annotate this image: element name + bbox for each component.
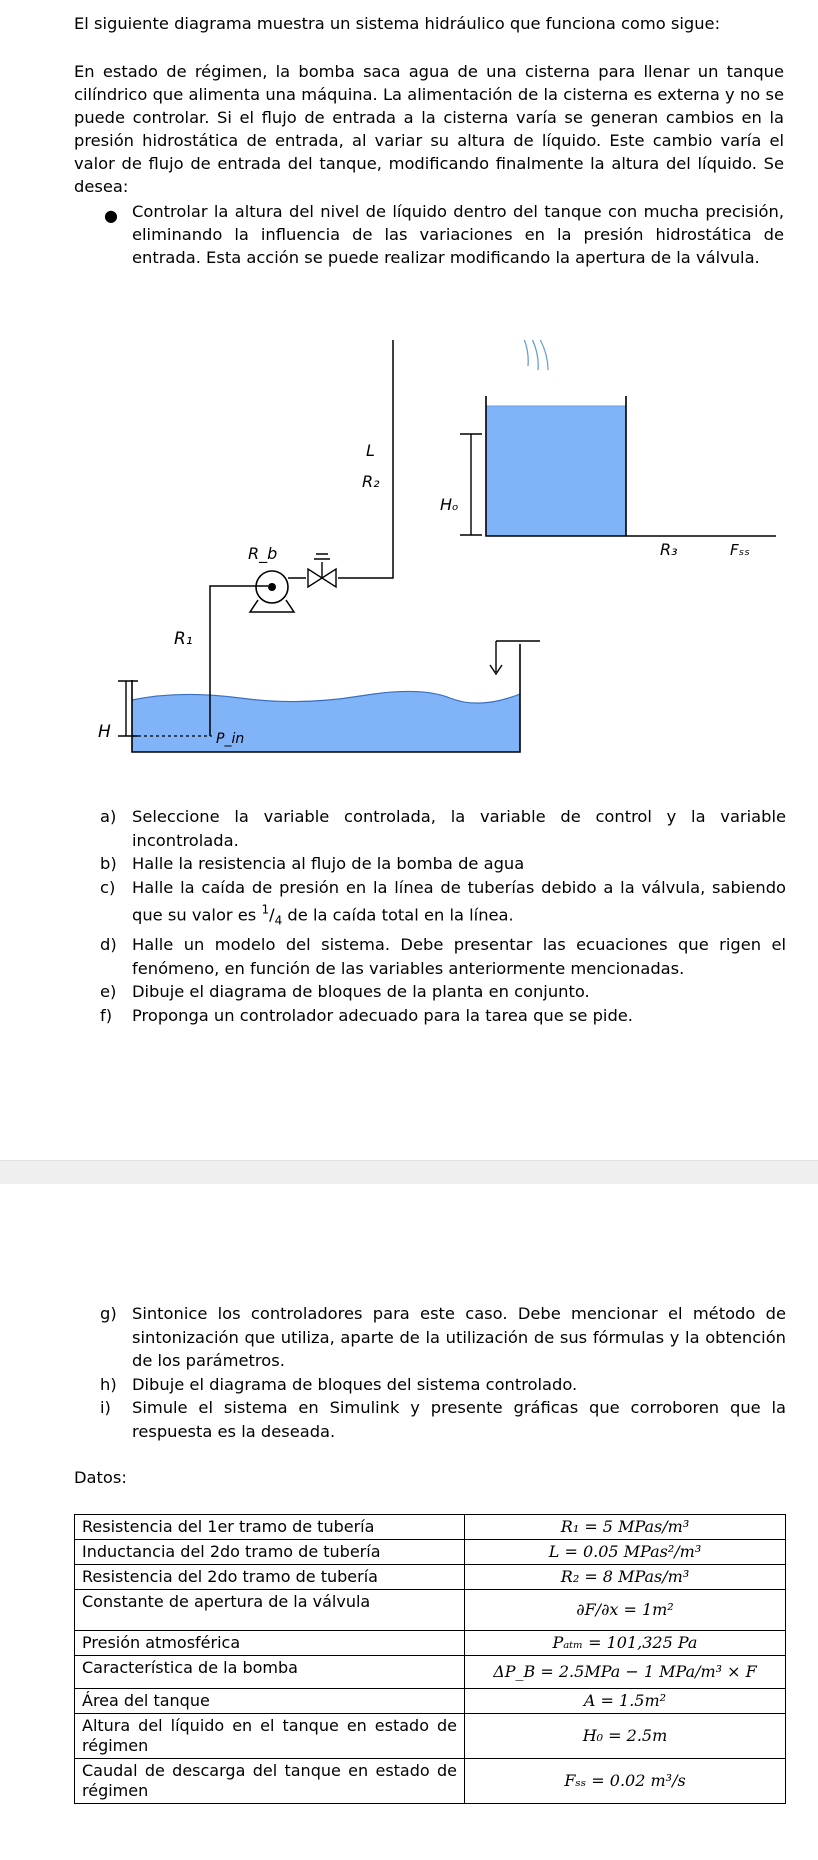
page-2: [0, 1184, 818, 1860]
datos-title: Datos:: [74, 1468, 127, 1487]
table-row: Característica de la bomba ΔP_B = 2.5MPa − 1 MPa/m³ × F: [75, 1656, 786, 1689]
table-row: Resistencia del 1er tramo de tubería R₁ = 5 MPas/m³: [75, 1515, 786, 1540]
pump-base: [250, 600, 294, 612]
question-f: f) Proponga un controlador adecuado para la tarea que se pide.: [100, 1005, 633, 1025]
rb-label: R_b: [248, 544, 278, 563]
cistern-inlet-arrow: [490, 641, 502, 674]
delivery-pipe: [338, 340, 490, 578]
question-g: g) Sintonice los controladores para este caso. Debe mencionar el método de sintonización que utiliza, aparte de la utilización de sus fórmulas y la obtención de los parámetros.: [100, 1304, 786, 1370]
question-c: c) Halle la caída de presión en la línea de tuberías debido a la válvula, sabiendo que su valor es $^1/_4$ de la caída total en la línea.: [100, 877, 786, 928]
page-break: [0, 1160, 818, 1186]
table-row: Caudal de descarga del tanque en estado de régimen Fₛₛ = 0.02 m³/s: [75, 1759, 786, 1804]
questions-part2: [100, 1302, 786, 1443]
question-e: e) Dibuje el diagrama de bloques de la planta en conjunto.: [100, 982, 590, 1002]
table-row: Inductancia del 2do tramo de tubería L = 0.05 MPas²/m³: [75, 1540, 786, 1565]
question-d: d) Halle un modelo del sistema. Debe presentar las ecuaciones que rigen el fenómeno, en función de las variables anteriormente mencionadas.: [100, 935, 786, 978]
description-paragraph: En estado de régimen, la bomba saca agua de una cisterna para llenar un tanque cilíndrico que alimenta una máquina. La alimentación de la cisterna es externa y no se puede controlar. Si el flujo de entrada a la cisterna varía se generan cambios en la presión hidrostática de entrada, al variar su altura de líquido. Este cambio varía el valor de flujo de entrada del tanque, modificando finalmente la altura del líquido. Se desea:: [74, 62, 784, 196]
fraction-one-quarter: $^1/_4$: [261, 903, 283, 928]
intro-text: El siguiente diagrama muestra un sistema hidráulico que funciona como sigue:: [74, 14, 721, 33]
pump-hub: [268, 583, 276, 591]
question-b: b) Halle la resistencia al flujo de la bomba de agua: [100, 854, 525, 873]
table-row: Altura del líquido en el tanque en estado de régimen H₀ = 2.5m: [75, 1714, 786, 1759]
table-row: Resistencia del 2do tramo de tubería R₂ = 8 MPas/m³: [75, 1565, 786, 1590]
water-inlet-streaks: [512, 340, 548, 370]
objective-bullet: Controlar la altura del nivel de líquido dentro del tanque con mucha precisión, eliminando la influencia de las variaciones en la presión hidrostática de entrada. Esta acción se puede realizar modificando la apertura de la válvula.: [132, 202, 784, 267]
table-row: Constante de apertura de la válvula ∂F/∂x = 1m²: [75, 1590, 786, 1631]
l-label: L: [366, 441, 375, 460]
r2-label: R₂: [362, 472, 380, 491]
pin-label: P_in: [216, 731, 245, 747]
question-h: h) Dibuje el diagrama de bloques del sistema controlado.: [100, 1374, 578, 1394]
fss-label: Fₛₛ: [730, 541, 750, 559]
r1-label: R₁: [174, 629, 193, 649]
bullet-marker: ●: [104, 206, 118, 225]
tank-water: [486, 406, 626, 536]
question-a: a) Seleccione la variable controlada, la variable de control y la variable incontrolada.: [100, 807, 786, 850]
ho-label: Hₒ: [440, 495, 459, 514]
ho-dimension: [460, 434, 482, 535]
table-row: Área del tanque A = 1.5m²: [75, 1689, 786, 1714]
table-row: Presión atmosférica Pₐₜₘ = 101,325 Pa: [75, 1631, 786, 1656]
data-table: [74, 1514, 786, 1804]
r3-label: R₃: [660, 540, 678, 559]
questions-part1: [100, 805, 786, 1027]
question-i: i) Simule el sistema en Simulink y presente gráficas que corroboren que la respuesta es la deseada.: [100, 1398, 786, 1441]
h-label: H: [98, 722, 111, 742]
hydraulic-diagram: [0, 340, 818, 760]
